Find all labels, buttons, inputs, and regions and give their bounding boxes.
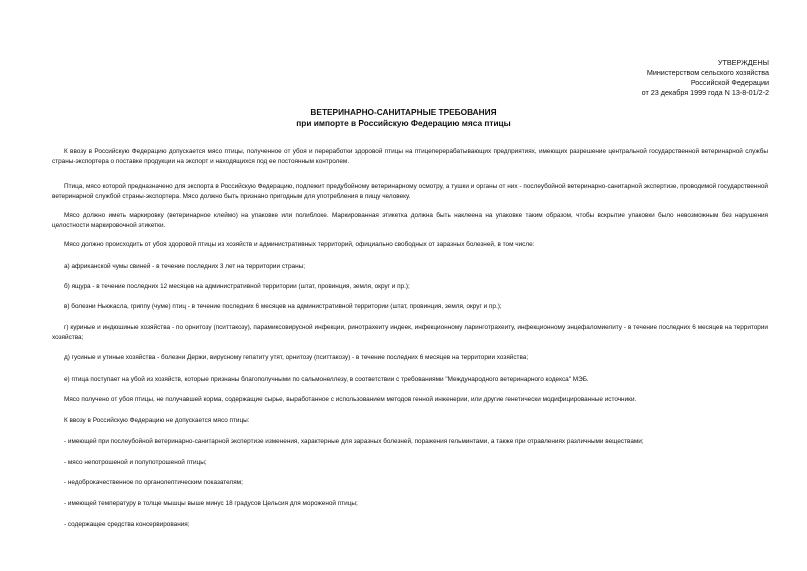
paragraph: К ввозу в Российскую Федерацию допускается мясо птицы, полученное от убоя и переработки здоровой птицы на птицеперерабатывающих предприятиях, имеющих разрешение центральной государственной ветеринарной службы страны-экспортера о поставке продукции на экспорт и находящихся под ее постоянным контролем.: [52, 148, 768, 165]
approval-line-3: Российской Федерации: [690, 78, 769, 87]
approval-line-4: от 23 декабря 1999 года N 13-8-01/2-2: [641, 88, 769, 97]
paragraph: Мясо должно происходить от убоя здоровой птицы из хозяйств и административных территорий, официально свободных от заразных болезней, в том числе:: [64, 241, 535, 248]
approval-block: [642, 58, 769, 98]
list-item: д) гусиные и утиные хозяйства - болезни Держи, вирусному гепатиту утят, орнитозу (пситтакозу) - в течение последних 6 месяцев на территории хозяйства;: [64, 354, 529, 361]
list-item: б) ящура - в течение последних 12 месяцев на административной территории (штат, провинция, земля, округ и пр.);: [64, 283, 410, 290]
paragraph: Птица, мясо которой предназначено для экспорта в Российскую Федерацию, подлежит предубойному ветеринарному осмотру, а тушки и органы от них - послеубойной ветеринарно-санитарной экспертизе, проводимой государственной ветеринарной службой страны-экспортера. Мясо должно быть признано пригодным для употребления в пищу человеку.: [52, 183, 768, 200]
list-item: а) африканской чумы свиней - в течение последних 3 лет на территории страны;: [64, 263, 305, 270]
document-title: ВЕТЕРИНАРНО-САНИТАРНЫЕ ТРЕБОВАНИЯ: [310, 107, 497, 117]
approval-line-1: УТВЕРЖДЕНЫ: [717, 58, 769, 67]
paragraph: Мясо должно иметь маркировку (ветеринарное клеймо) на упаковке или полиблоке. Маркированная этикетка должна быть наклеена на упаковке таким образом, чтобы вскрытие упаковки было невозможным без нарушения целостности маркировочной этикетки.: [52, 212, 768, 229]
list-item: г) куриные и индюшиные хозяйства - по орнитозу (пситтакозу), парамиксовирусной инфекции, ринотрахеиту индеек, инфекционному ларинготрахеиту, инфекционному энцефаломиелиту - в течение последних 6 месяцев на территории хозяйства;: [52, 324, 768, 341]
list-item: в) болезни Ньюкасла, гриппу (чуме) птиц - в течение последних 6 месяцев на административной территории (штат, провинция, земля, округ и пр.);: [64, 303, 502, 310]
paragraph: Мясо получено от убоя птицы, не получавшей корма, содержащие сырье, выработанное с использованием методов генной инженерии, или другие генетически модифицированные источники.: [64, 396, 637, 403]
document-subtitle: при импорте в Российскую Федерацию мяса птицы: [296, 118, 511, 128]
list-item: е) птица поступает на убой из хозяйств, которые признаны благополучными по сальмонеллезу, в соответствии с требованиями "Международного ветеринарного кодекса" МЭБ.: [64, 376, 589, 383]
list-item: - имеющей при послеубойной ветеринарно-санитарной экспертизе изменения, характерные для заразных болезней, поражения гельминтами, а также при отравлениях различными веществами;: [64, 438, 644, 445]
list-item: - содержащее средства консервирования;: [64, 521, 190, 528]
approval-line-2: Министерством сельского хозяйства: [646, 68, 769, 77]
list-item: - имеющей температуру в толще мышцы выше минус 18 градусов Цельсия для мороженой птицы;: [64, 500, 358, 507]
paragraph: К ввозу в Российскую Федерацию не допускается мясо птицы:: [64, 417, 250, 424]
list-item: - мясо непотрошеной и полупотрошеной птицы;: [64, 459, 207, 466]
list-item: - недоброкачественное по органолептическим показателям;: [64, 479, 243, 486]
